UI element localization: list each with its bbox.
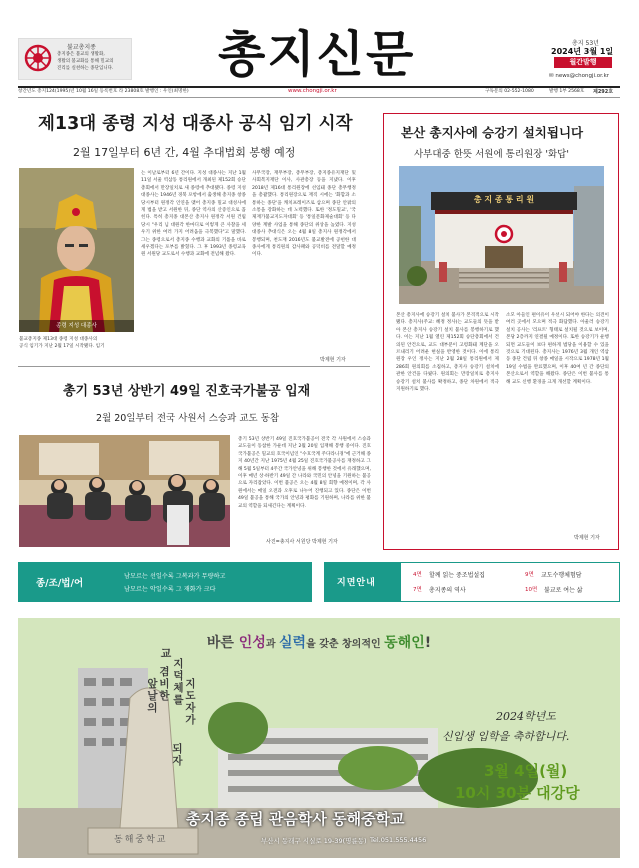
ad-headline-part: 동해인: [384, 635, 425, 651]
slogan-line: 남모르는 악일수록 그 재화가 크다: [124, 586, 216, 593]
stone-text-col: [171, 743, 184, 767]
ad-headline-part: 을 갖춘 창의적인: [306, 639, 385, 650]
feature-headline[interactable]: 본산 총지사에 승강기 설치됩니다: [401, 125, 584, 140]
issue-info: 발행 1부 2568호: [549, 89, 585, 94]
feature-box: [383, 113, 619, 550]
feature-byline: 박제현 기자: [574, 535, 600, 541]
stone-text: 앞날의: [147, 678, 158, 714]
index-item-page[interactable]: 7면: [413, 587, 422, 593]
stone-text: 되자: [172, 743, 183, 767]
frequency-label: 월간발행: [569, 58, 597, 66]
stone-text-col: [158, 666, 171, 702]
section-rule: [18, 366, 370, 367]
congrats-line: 2024학년도: [496, 710, 556, 723]
lead-photo: [19, 168, 134, 332]
lead-byline: 박제현 기자: [320, 357, 346, 363]
index-label-box: [325, 563, 401, 601]
second-headline[interactable]: 총기 53년 상반기 49일 진호국가불공 입재: [63, 384, 311, 399]
index-item-page[interactable]: 4면: [413, 572, 422, 578]
school-address: 부산시 동래구 시실로 19-39(명륜동): [261, 837, 367, 845]
index-item-page[interactable]: 9면: [525, 572, 534, 578]
lead-subhead: 2월 17일부터 6년 간, 4월 추대법회 봉행 예정: [73, 146, 296, 159]
caption-line: 공식 임기가 지난 2월 17일 시작됐다. 임기: [19, 344, 105, 350]
ad-headline-part: 인성: [238, 635, 266, 651]
stone-text-col: [146, 678, 159, 714]
frequency-badge: [554, 57, 612, 68]
ad-headline-part: 실력: [279, 635, 307, 651]
lead-body-text: 는 이날로부터 6년 간이다. 지성 대종사는 지난 1월 11일 서울 역삼동 통리원에서 개최된 제152회 승단총회에서 만장일치로 새 종령에 추대됐다. 종령 지성 대종사는 1946년 경북 포항에서 출생해 총지종 창종 당시부터 원정각 인연을 맺어 총지종 밀교 대성사에게 법을 받고 서원한 뒤, 종단 역사의 산증인으로 꼽힌다. 특히 총지종 대본산 총지사 원정각 서원 건립 당시 "우리 님 대원각 한마디로 이렇게 큰 사찰을 세우기 위한 여러 가지 어려움을 극복했다"고 말했다. 그는 종령으로서 총지종 수행과 교화의 기틀을 바로 세우겠다는 포부를 밝혔다. 그 후 1993년 종령교육원 서원당 교도로서 수행과 교화에 전념해 왔다.: [141, 171, 246, 258]
slogan-label: 종/조/법/어: [36, 578, 84, 589]
stone-text: 교: [160, 647, 172, 660]
masthead-rule-bottom: [18, 97, 620, 98]
feature-body-col2: [506, 312, 609, 530]
school-phone: Tel.051.555.4456: [370, 836, 427, 844]
stone-text: 겸비한: [159, 666, 170, 702]
second-subhead: 2월 20일부터 전국 사원서 스승과 교도 동참: [96, 413, 280, 424]
ad-headline-part: !: [424, 635, 432, 651]
publication-info: 창간년도 총지124(1995)년 10월 16일 등록번호 라 23808호 발행인 : 우인(최명한): [18, 89, 189, 94]
slogan-line: 남모르는 선일수록 그복과가 무량하고: [124, 573, 226, 580]
ceremony-date: 3월 4일(월): [484, 762, 568, 780]
lead-body-col2: [252, 170, 356, 353]
motto-line: 총지종은 불교의 생활화,: [57, 52, 105, 57]
index-label: 지면안내: [337, 578, 376, 588]
ceremony-time: 10시 30분 대강당: [455, 784, 580, 802]
feature-photo: [399, 166, 604, 304]
issue-number: 총지 53년: [572, 40, 599, 47]
index-item-title[interactable]: 불교로 여는 삶: [544, 587, 583, 594]
lead-caption: [19, 336, 135, 352]
feature-body-col1: [396, 312, 499, 530]
index-box: [324, 562, 620, 602]
motto-line: 진리를 실천하는 종단입니다.: [57, 66, 114, 71]
school-name: 총지종 종립 관음학사 동해중학교: [186, 810, 405, 828]
index-item-title[interactable]: 할께 읽는 중조법설집: [429, 572, 485, 579]
index-item-title[interactable]: 총지종의 역사: [429, 587, 466, 594]
email-address: ✉ news@chongji.or.kr: [549, 73, 610, 79]
caption-line: 불교총지종 제13대 종령 지성 대종사의: [19, 337, 98, 342]
feature-sign: 총 지 종 통 리 원: [473, 195, 535, 204]
stone-text: 지도자가: [185, 678, 196, 726]
school-ad: [18, 618, 620, 858]
stone-text: 지덕체를: [173, 658, 184, 706]
lead-headline[interactable]: 제13대 종령 지성 대종사 공식 임기 시작: [38, 114, 353, 134]
feature-body-text: 본산 총지사에 승강기 설치 불사가 본격적으로 시작됐다. 총지사(주교: 혜정 정사)는 교도들의 뜻을 받아 본산 총지사 승강기 설치 불사를 봉행하기로 했다. 이는 지난 1월 열린 제152회 승단총회에서 건의된 안건으로, 교도 대부분이 고령화돼 계단을 오르내리기 어려운 현실을 반영한 것이다. 이에 통리원장 우인 정사는 지난 2월 28일 통리원에서 제286회 원의회를 소집하고, 총지사 승강기 설치에 관한 안건을 다뤘다. 원의회는 만장일치로 총지사 승강기 설치 불사를 확정하고, 종단 차원에서 적극 지원하기로 했다.: [396, 313, 499, 393]
congrats-line: 신입생 입학을 축하합니다.: [442, 730, 570, 743]
motto-box: [18, 38, 132, 80]
motto-line: 생활의 불교화를 통해 밀교의: [57, 59, 114, 64]
stone-text-col: [159, 648, 173, 660]
feature-subhead: 사부대중 한뜻 서원에 통리원장 '화답': [414, 149, 569, 160]
lead-body-col1: [141, 170, 246, 353]
lead-body-text: 사무국장, 재무부장, 총무부장, 총지종유지재단 및 사회복지재단 이사, 사관총장 등을 지냈다. 이후 2018년 제16대 통리원장에 선임돼 종단 총무행정을 총괄했다. 통리원장으로 재직 시에는 '화합과 소통하는 종단'을 캐치프레이즈로 삼으며 종단 안팎의 소통을 강화하는 데 노력했다. 또한 '정도밀교', '국제재가불교지도자대회' 등 '통일문화제술대회' 등 다양한 계발 사업을 통해 종단의 위상을 높였다. 지성 대종사 추대식은 오는 4월 8일 총지사 원정각에서 봉행되며, 천도재 2016년도 불교발전에 공헌한 대종사에게 통리원의 감사패와 공덕비를 전달할 예정이다.: [252, 171, 356, 258]
subscription-info: 구독문의 02-552-1080: [485, 89, 534, 94]
feature-body-text: 소모 아들인 편이유이 우선시 되어야 한다는 의견이 여러 곳에서 모으며 적극 화답했다. 아울러 승강기 설치 공사는 '리프트' 형태로 설치될 것으로 보이며, 본당 2층까지 연결될 예정이다. 또한 승강기가 운행되면 교도들이 보다 편하게 법당을 이용할 수 있을 것으로 기대된다. 총지사는 1976년 3월 개인 역삼동 종단 건립 뒤 창종 매일을 시작으로 1978년 1월 19일 수법을 완료했으며, 이후 40여 년 간 종단의 본산으로서 역할을 해왔다. 종단은 이번 불사를 통해 교도 신행 환경을 크게 개선할 계획이다.: [506, 313, 609, 385]
dharma-wheel-icon: [24, 44, 52, 72]
index-item-title[interactable]: 교도수행체험담: [541, 572, 582, 579]
ad-headline-part: 과: [265, 639, 280, 650]
index-item-page[interactable]: 10면: [525, 587, 538, 593]
second-body-text: 총기 53년 상반기 49일 진호국가불공이 전국 각 사원에서 스승과 교도들이 동참한 가운데 지난 2월 20일 입재해 봉행 중이다. 진호국가불공은 밀교의 호국이념인 "수호국계 주다라니경"에 근거해 종지 40년간 지난 1975년 4월 25일 진호국가불공사를 재정하고 그해 5월 5일부터 4주간 국가안녕을 위해 봉행한 것에서 유래했으며, 이후 매년 상·하반기 49일 간 나라와 국민의 안녕을 기원하는 불공으로 자리잡았다. 이번 불공은 오는 4월 8일 회향 예정이며, 각 사원에서는 매일 오전과 오후로 나누어 진행되고 있다. 종단은 이번 49일 불공을 통해 국가의 안녕과 평화를 기원하며, 나라를 위한 불교의 역할을 되새긴다는 계획이다.: [238, 437, 371, 509]
second-body: [238, 436, 371, 534]
issue-date: 2024년 3월 1일: [551, 47, 614, 56]
motto-title: 불교총지종: [67, 44, 96, 51]
email-text: news@chongji.or.kr: [555, 73, 610, 79]
ad-headline: [18, 632, 620, 652]
stone-base-text: 동해중학교: [114, 835, 168, 845]
second-photo: [19, 435, 230, 547]
newspaper-title: 총지신문: [218, 25, 416, 83]
ad-headline-part: 바른: [206, 635, 239, 651]
issue-count: 제292호: [593, 89, 614, 95]
second-photo-caption: 사진=총지사 서원당 박제현 기자: [266, 539, 338, 545]
lead-photo-caption: 종령 지성 대종사: [19, 320, 134, 332]
slogan-bar: [18, 562, 312, 602]
stone-text-col: [184, 678, 197, 726]
website-url[interactable]: www.chongji.or.kr: [288, 88, 337, 94]
